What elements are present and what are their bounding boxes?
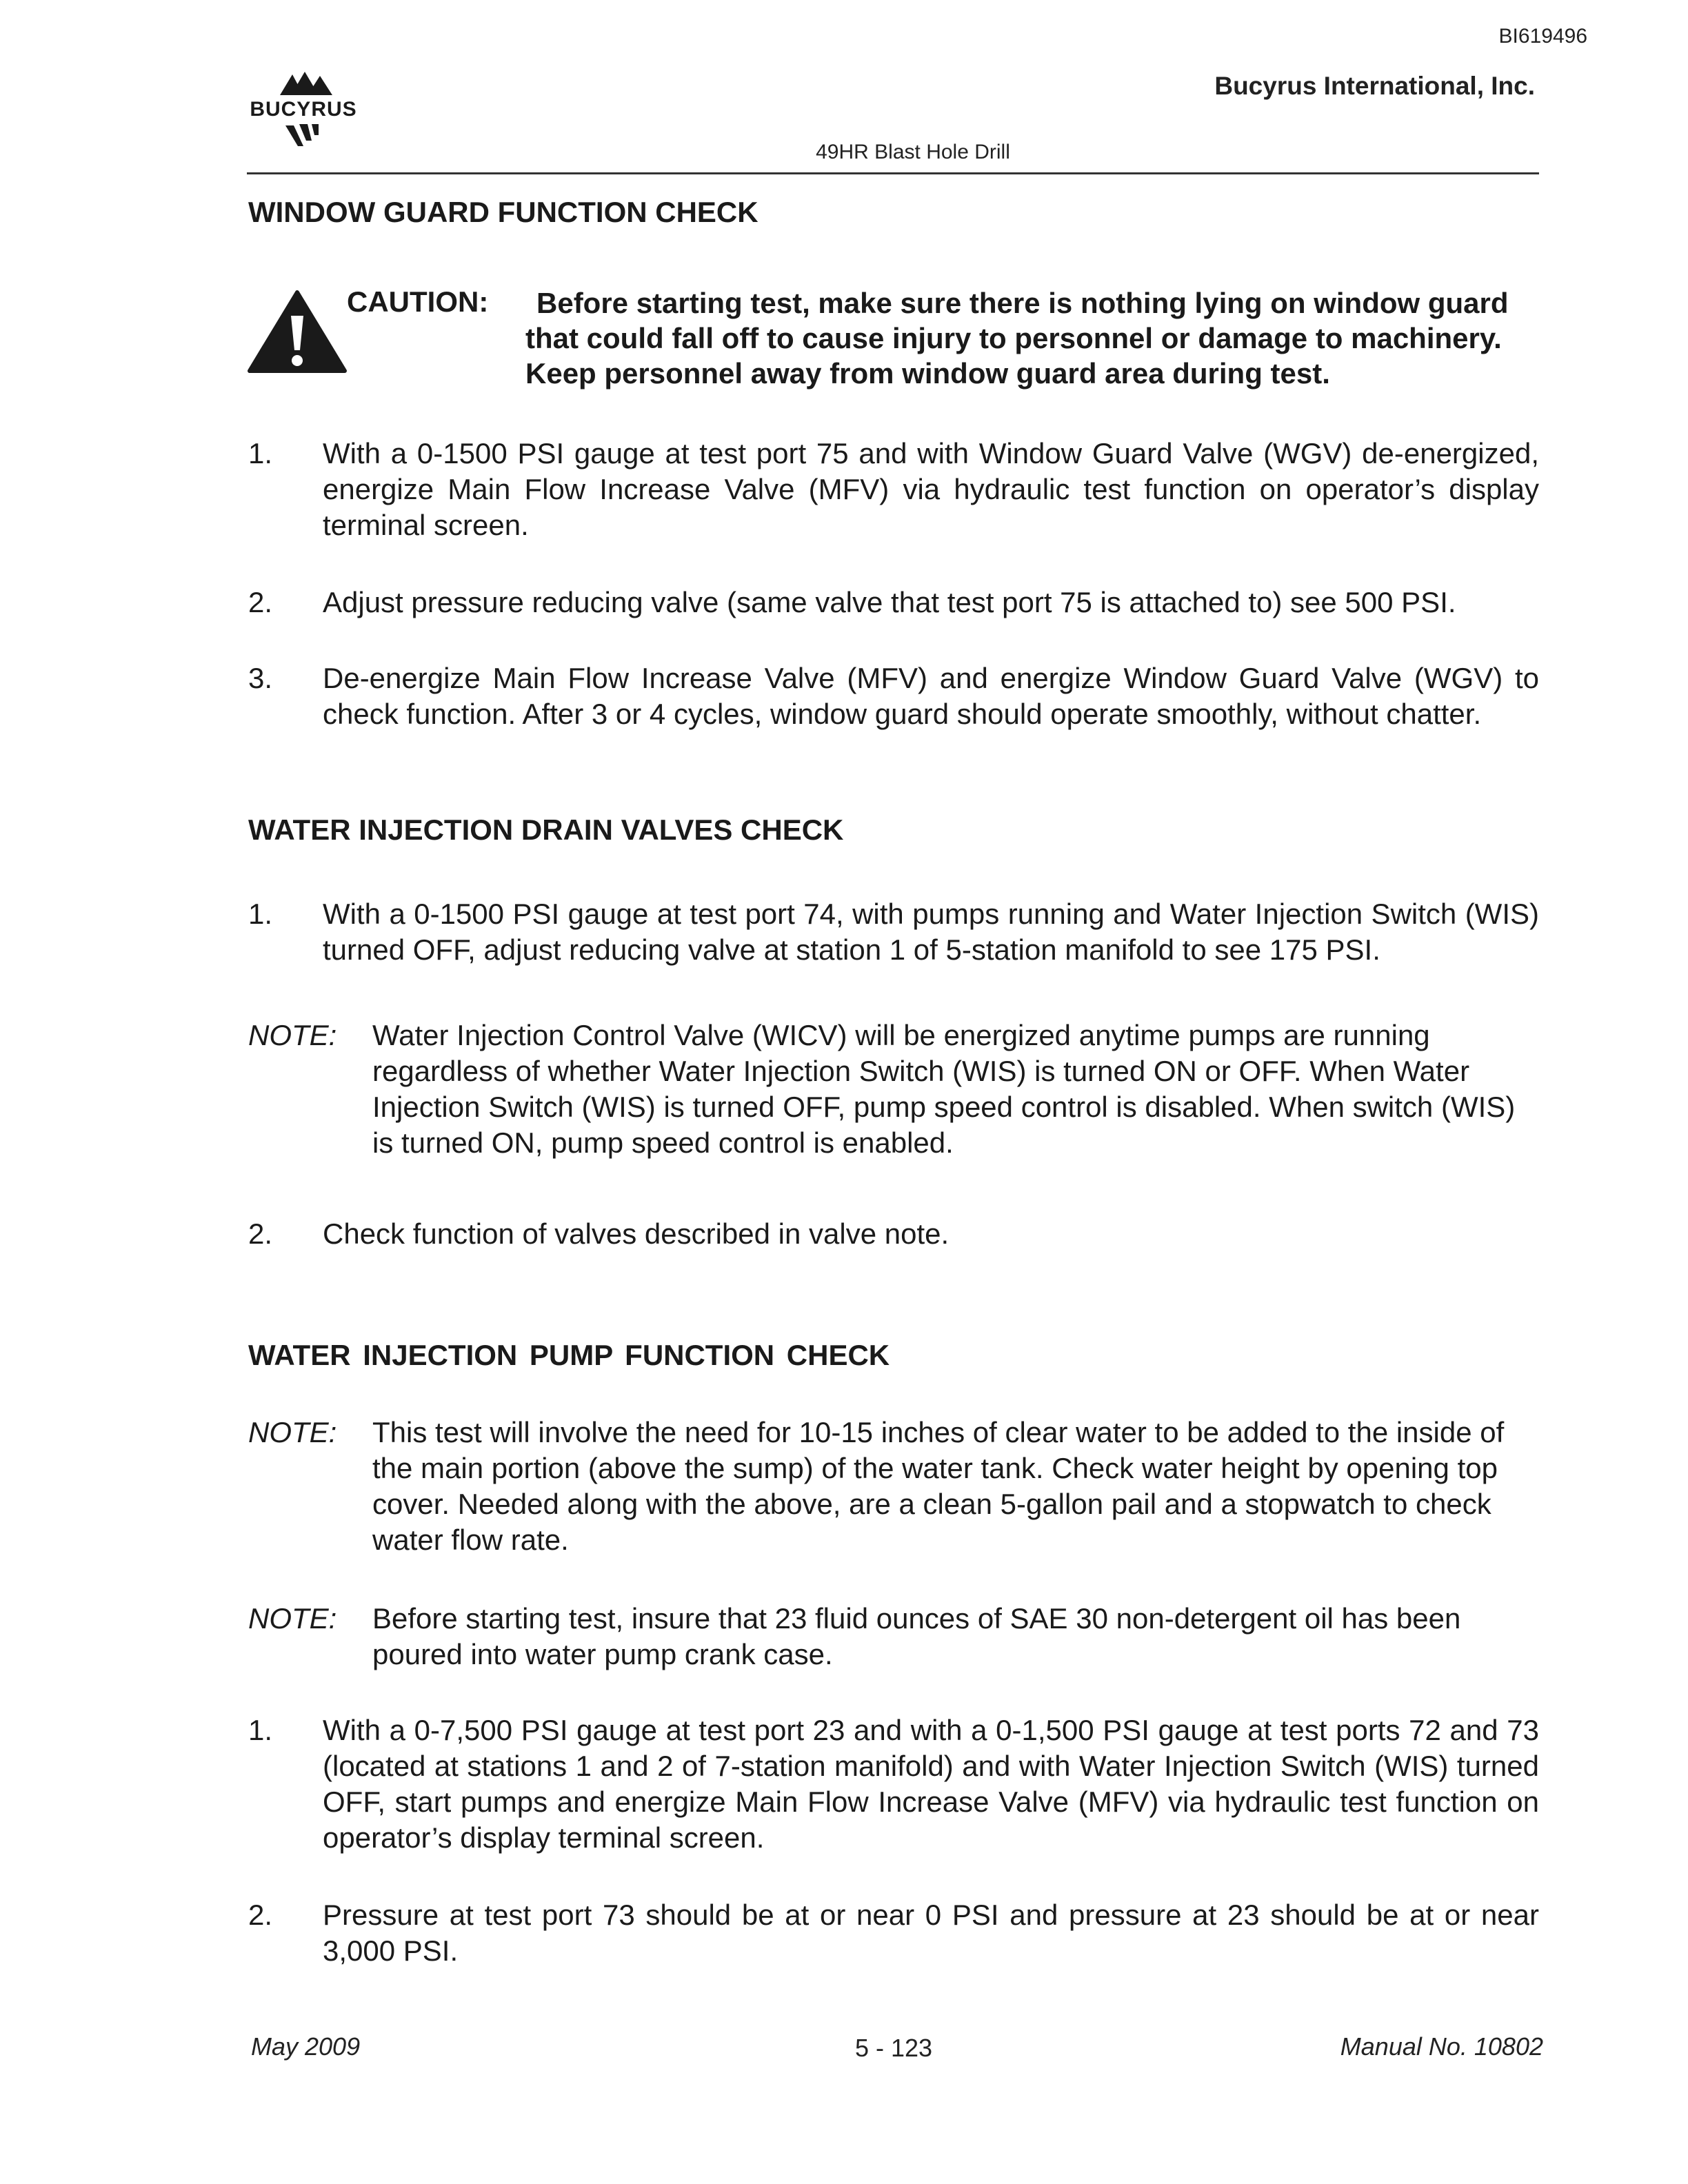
company-name: Bucyrus International, Inc.	[1214, 72, 1535, 100]
note	[248, 1415, 1539, 1558]
caution-text: Before starting test, make sure there is nothing lying on window guard that could fall off to cause injury to personnel or damage to machinery. Keep personnel away from window guard area during test.	[525, 287, 1509, 390]
note	[248, 1601, 1539, 1672]
note-text: Before starting test, insure that 23 fluid ounces of SAE 30 non-detergent oil has been poured into water pump crank case.	[372, 1602, 1461, 1670]
bucyrus-logo	[241, 69, 365, 152]
note-text: This test will involve the need for 10-15 inches of clear water to be added to the inside of the main portion (above the sump) of the water tank. Check water height by opening top cover. Needed along with the above, are a clean 5-gallon pail and a stopwatch to check water flow rate.	[372, 1416, 1505, 1556]
note-label: NOTE:	[248, 1602, 337, 1635]
section-title-drain-valves: WATER INJECTION DRAIN VALVES CHECK	[248, 813, 844, 846]
header-divider	[247, 172, 1539, 174]
warning-triangle-icon	[247, 290, 348, 375]
manual-number: Manual No. 10802	[1340, 2032, 1543, 2061]
document-id: BI619496	[1498, 25, 1587, 48]
step-text: Check function of valves described in valve note.	[323, 1217, 950, 1250]
list-item	[248, 1216, 1539, 1252]
note-label: NOTE:	[248, 1019, 337, 1051]
step-text: De-energize Main Flow Increase Valve (MFV) and energize Window Guard Valve (WGV) to check function. After 3 or 4 cycles, window guard should operate smoothly, without chatter.	[323, 662, 1539, 730]
step-number: 1.	[248, 437, 273, 469]
step-number: 2.	[248, 1217, 273, 1250]
page-number: 5 - 123	[855, 2034, 933, 2062]
step-number: 1.	[248, 898, 273, 930]
note-label: NOTE:	[248, 1416, 337, 1448]
caution-label: CAUTION:	[347, 285, 489, 318]
step-number: 2.	[248, 1899, 273, 1931]
list-item	[248, 585, 1539, 620]
note-text: Water Injection Control Valve (WICV) will be energized anytime pumps are running regardless of whether Water Injection Switch (WIS) is turned ON or OFF. When Water Injection Switch (WIS) is turned OFF, pump speed control is disabled. When switch (WIS) is turned ON, pump speed control is enabled.	[372, 1019, 1516, 1159]
note	[248, 1018, 1539, 1161]
step-number: 1.	[248, 1714, 273, 1746]
list-item	[248, 1897, 1539, 1969]
list-item	[248, 436, 1539, 543]
list-item	[248, 660, 1539, 732]
section-title-window-guard: WINDOW GUARD FUNCTION CHECK	[248, 196, 758, 228]
step-text: With a 0-1500 PSI gauge at test port 75 and with Window Guard Valve (WGV) de-energized, energize Main Flow Increase Valve (MFV) via hydraulic test function on operator’s display terminal screen.	[323, 437, 1539, 541]
step-text: Pressure at test port 73 should be at or near 0 PSI and pressure at 23 should be at or near 3,000 PSI.	[323, 1899, 1539, 1967]
list-item	[248, 896, 1539, 968]
logo-text: BUCYRUS	[250, 98, 357, 121]
product-name: 49HR Blast Hole Drill	[816, 141, 1010, 163]
step-number: 2.	[248, 586, 273, 618]
list-item	[248, 1712, 1539, 1856]
step-text: With a 0-7,500 PSI gauge at test port 23 and with a 0-1,500 PSI gauge at test ports 72 and 73 (located at stations 1 and 2 of 7-station manifold) and with Water Injection Switch (WIS) turned OFF, start pumps and energize Main Flow Increase Valve (MFV) via hydraulic test function on operator’s display terminal screen.	[323, 1714, 1539, 1854]
footer-date: May 2009	[251, 2032, 361, 2061]
step-text: With a 0-1500 PSI gauge at test port 74, with pumps running and Water Injection Switch (WIS) turned OFF, adjust reducing valve at station 1 of 5-station manifold to see 175 PSI.	[323, 898, 1539, 966]
step-text: Adjust pressure reducing valve (same valve that test port 75 is attached to) see 500 PSI.	[323, 586, 1456, 618]
step-number: 3.	[248, 662, 273, 694]
section-title-pump-function: WATER INJECTION PUMP FUNCTION CHECK	[248, 1339, 890, 1371]
